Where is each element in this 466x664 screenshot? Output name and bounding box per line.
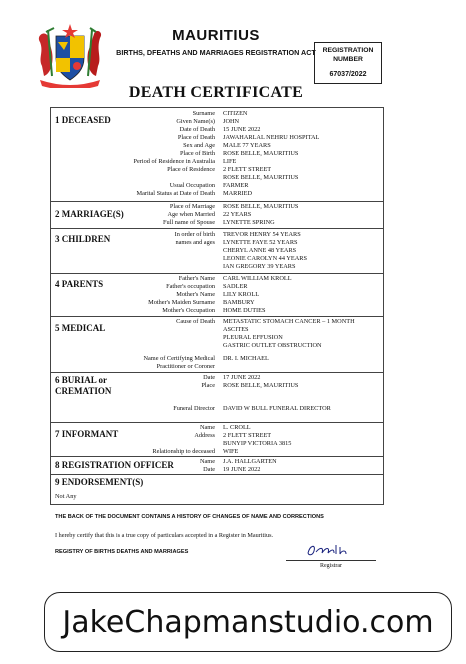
field-value: MALE 77 YEARS [223, 142, 271, 149]
field-label: Name [199, 458, 215, 465]
section-title: 2 MARRIAGE(S) [55, 209, 124, 219]
field-value: ROSE BELLE, MAURITIUS [223, 203, 299, 210]
field-value: BUNYIP VICTORIA 3815 [223, 440, 292, 447]
field-value: WIFE [223, 448, 239, 455]
field-label: Period of Residence in Australia [133, 158, 215, 165]
field-label: Father's occupation [166, 283, 215, 290]
field-label: Full name of Spouse [163, 219, 215, 226]
registration-number: 67037/2022 [329, 71, 367, 78]
section-title: 7 INFORMANT [55, 429, 119, 439]
field-label: Sex and Age [183, 142, 215, 149]
registrar-signature [304, 541, 354, 559]
field-label: Date [203, 374, 215, 381]
field-label: Date of Death [179, 126, 215, 133]
section-informant [51, 422, 383, 457]
section-title: 6 BURIAL or [55, 375, 108, 385]
field-value: LYNETTE SPRING [223, 219, 275, 226]
field-value: L. CROLL [223, 424, 251, 431]
field-label: Surname [192, 110, 215, 117]
field-value: CARL WILLIAM KROLL [223, 275, 292, 282]
field-label: Relationship to deceased [152, 448, 215, 455]
field-label: Age when Married [167, 211, 215, 218]
document-title: DEATH CERTIFICATE [128, 84, 304, 101]
signature-line [286, 560, 376, 561]
child-entry: CHERYL ANNE 48 YEARS [223, 247, 297, 254]
section-title: CREMATION [55, 386, 112, 396]
field-value: DAVID W BULL FUNERAL DIRECTOR [223, 405, 331, 412]
section-children [51, 228, 383, 274]
field-value: HOME DUTIES [223, 307, 266, 314]
field-value: LILY KROLL [223, 291, 260, 298]
field-label: Place [201, 382, 215, 389]
field-label: Cause of Death [176, 318, 215, 325]
certification-statement: I hereby certify that this is a true copy of particulars accepted in a Register in Mauritius. [55, 532, 274, 539]
field-value: J.A. HALLGARTEN [223, 458, 277, 465]
field-label: Name of Certifying Medical [143, 355, 215, 362]
section-registration-officer [51, 456, 383, 475]
section-endorsements [51, 474, 383, 505]
field-value: DR. I. MICHAEL [223, 355, 269, 362]
field-value: BAMBURY [223, 299, 255, 306]
field-label: Address [194, 432, 215, 439]
cause-entry: PLEURAL EFFUSION [223, 334, 283, 341]
registration-label-line2: NUMBER [333, 56, 363, 63]
watermark-text: JakeChapmanstudio.com [62, 604, 434, 640]
section-title: 3 CHILDREN [55, 234, 111, 244]
field-label: Mother's Name [176, 291, 215, 298]
field-value: ROSE BELLE, MAURITIUS [223, 174, 299, 181]
section-title: 1 DECEASED [55, 115, 111, 125]
field-label: Mother's Maiden Surname [148, 299, 215, 306]
section-burial [51, 372, 383, 423]
field-label: Place of Residence [167, 166, 215, 173]
field-value: CITIZEN [223, 110, 248, 117]
child-entry: IAN GREGORY 39 YEARS [223, 263, 296, 270]
section-medical [51, 316, 383, 373]
cause-entry: METASTATIC STOMACH CANCER – 1 MONTH [223, 318, 355, 325]
field-value: 17 JUNE 2022 [223, 374, 261, 381]
field-value: 19 JUNE 2022 [223, 466, 261, 473]
registrar-label: Registrar [320, 563, 342, 569]
field-value: ROSE BELLE, MAURITIUS [223, 382, 299, 389]
section-title: 8 REGISTRATION OFFICER [55, 460, 174, 470]
cause-entry: ASCITES [223, 326, 249, 333]
certificate-table [50, 107, 384, 505]
child-entry: TREVOR HENRY 54 YEARS [223, 231, 301, 238]
section-title: 5 MEDICAL [55, 323, 106, 333]
field-label: Mother's Occupation [162, 307, 215, 314]
field-label: Place of Death [177, 134, 215, 141]
field-value: JOHN [223, 118, 240, 125]
child-entry: LEONIE CAROLYN 44 YEARS [223, 255, 307, 262]
field-value: 15 JUNE 2022 [223, 126, 261, 133]
field-label: Name [199, 424, 215, 431]
registry-name: REGISTRY OF BIRTHS DEATHS AND MARRIAGES [55, 549, 189, 555]
field-label: Place of Marriage [169, 203, 215, 210]
field-label: Place of Birth [180, 150, 215, 157]
registration-number-box [314, 42, 382, 84]
field-label: Marital Status at Date of Death [136, 190, 215, 197]
field-value: ROSE BELLE, MAURITIUS [223, 150, 299, 157]
field-label: Practitioner or Coroner [156, 363, 215, 370]
section-title: 4 PARENTS [55, 279, 104, 289]
field-label: Father's Name [178, 275, 215, 282]
cause-entry: GASTRIC OUTLET OBSTRUCTION [223, 342, 322, 349]
section-marriage [51, 201, 383, 229]
field-label: Date [203, 466, 215, 473]
field-label: Funeral Director [173, 405, 215, 412]
section-title: 9 ENDORSEMENT(S) [55, 477, 144, 487]
field-value: 2 FLETT STREET [223, 166, 272, 173]
field-value: JAWAHARLAL NEHRU HOSPITAL [223, 134, 320, 141]
act-heading: BIRTHS, DFEATHS AND MARRIAGES REGISTRATION ACT [116, 48, 316, 57]
section-deceased [51, 108, 383, 201]
field-value: 2 FLETT STREET [223, 432, 272, 439]
endorsement-value: Not Any [55, 493, 77, 500]
watermark-banner [44, 592, 452, 652]
field-label: Usual Occupation [169, 182, 215, 189]
child-entry: LYNETTE FAYE 52 YEARS [223, 239, 298, 246]
field-value: MARRIED [223, 190, 253, 197]
registration-label-line1: REGISTRATION [322, 47, 374, 54]
field-value: LIFE [223, 158, 237, 165]
field-label: names and ages [175, 239, 215, 246]
country-heading: MAURITIUS [172, 27, 260, 44]
field-value: FARMER [223, 182, 249, 189]
section-parents [51, 273, 383, 317]
back-of-document-note: THE BACK OF THE DOCUMENT CONTAINS A HISTORY OF CHANGES OF NAME AND CORRECTIONS [55, 514, 324, 520]
field-label: Given Name(s) [176, 118, 215, 125]
field-value: SADLER [223, 283, 248, 290]
field-label: In order of birth [174, 231, 215, 238]
field-value: 22 YEARS [223, 211, 252, 218]
